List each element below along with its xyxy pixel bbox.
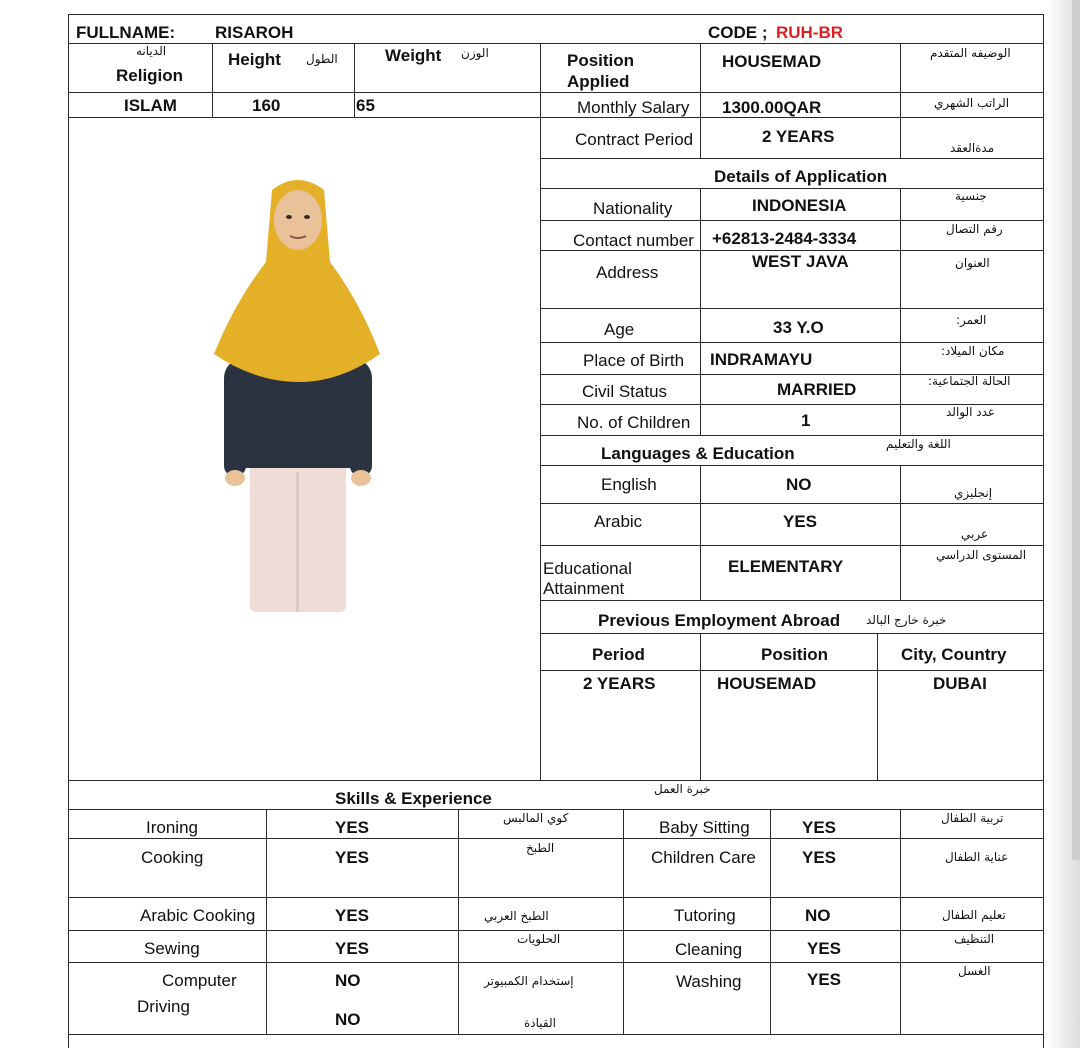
- rule: [540, 600, 1044, 601]
- rule: [68, 117, 1044, 118]
- fullname-label: FULLNAME:: [76, 23, 176, 42]
- salary-label: Monthly Salary: [577, 98, 690, 117]
- rule: [540, 158, 1044, 159]
- languages-arabic-title: اللغة والتعليم: [886, 437, 951, 451]
- rule: [700, 43, 701, 158]
- employment-title: Previous Employment Abroad: [598, 611, 841, 630]
- english-value: NO: [786, 475, 812, 494]
- rule: [68, 43, 1044, 44]
- children-arabic-label: عدد الوالد: [946, 405, 996, 419]
- rule: [68, 92, 1044, 93]
- rule: [770, 809, 771, 1034]
- nationality-arabic-label: جنسية: [955, 189, 987, 203]
- english-arabic-label: إنجليزي: [954, 486, 993, 500]
- height-arabic-label: الطول: [306, 52, 338, 66]
- skill-baby-sitting-arabic: تربية الطفال: [941, 811, 1004, 825]
- skill-arabic-cooking-arabic: الطبخ العربي: [484, 909, 549, 923]
- position-arabic-label: الوضيفه المتقدم: [930, 46, 1011, 60]
- skill-tutoring-value: NO: [805, 906, 831, 925]
- salary-value: 1300.00QAR: [722, 98, 822, 117]
- skill-computer-arabic: إستخدام الكمبيوتر: [484, 974, 574, 988]
- skill-ironing-value: YES: [335, 818, 370, 837]
- address-value: WEST JAVA: [752, 252, 849, 271]
- skill-ironing-arabic: كوي المالبس: [503, 811, 569, 825]
- position-value: HOUSEMAD: [722, 52, 822, 71]
- rule: [458, 809, 459, 1034]
- rule: [68, 809, 1044, 810]
- position-label: Position: [567, 51, 635, 70]
- rule: [540, 633, 1044, 634]
- skill-children-care-arabic: عناية الطفال: [945, 850, 1009, 864]
- employment-city: DUBAI: [933, 674, 987, 693]
- address-label: Address: [596, 263, 659, 282]
- contact-arabic-label: رقم التصال: [946, 222, 1003, 236]
- skills-arabic-title: خبرة العمل: [654, 782, 711, 796]
- page-scroll-shadow: [1072, 0, 1080, 860]
- rule: [540, 342, 1044, 343]
- applicant-photo-figure: [210, 172, 385, 612]
- skill-baby-sitting-label: Baby Sitting: [659, 818, 750, 837]
- arabic-label: Arabic: [594, 512, 643, 531]
- skill-children-care-value: YES: [802, 848, 837, 867]
- frame-top: [68, 14, 1044, 15]
- education-label: Educational: [543, 559, 632, 578]
- skill-cleaning-arabic: التنظيف: [954, 932, 995, 946]
- rule: [623, 809, 624, 1034]
- age-label: Age: [604, 320, 635, 339]
- age-arabic-label: العمر:: [956, 313, 987, 327]
- rule: [68, 838, 1044, 839]
- skill-sewing-label: Sewing: [144, 939, 200, 958]
- rule: [700, 465, 701, 600]
- birth-place-value: INDRAMAYU: [710, 350, 813, 369]
- rule: [700, 188, 701, 435]
- details-title: Details of Application: [714, 167, 888, 186]
- contract-value: 2 YEARS: [762, 127, 835, 146]
- education-arabic-label: المستوى الدراسي: [936, 548, 1027, 562]
- rule: [266, 809, 267, 1034]
- position-label-2: Applied: [567, 72, 630, 91]
- employment-period: 2 YEARS: [583, 674, 656, 693]
- skill-children-care-label: Children Care: [651, 848, 756, 867]
- frame-left: [68, 14, 69, 1048]
- rule: [68, 962, 1044, 963]
- address-arabic-label: العنوان: [955, 256, 990, 270]
- height-label: Height: [228, 50, 281, 69]
- religion-arabic-label: الديانه: [136, 44, 167, 58]
- contract-label: Contract Period: [575, 130, 694, 149]
- arabic-value: YES: [783, 512, 818, 531]
- rule: [68, 897, 1044, 898]
- rule: [540, 435, 1044, 436]
- skill-cooking-label: Cooking: [141, 848, 204, 867]
- skill-baby-sitting-value: YES: [802, 818, 837, 837]
- rule: [877, 633, 878, 780]
- skill-washing-value: YES: [807, 970, 842, 989]
- contact-label: Contact number: [573, 231, 694, 250]
- birth-place-label: Place of Birth: [583, 351, 685, 370]
- civil-status-arabic-label: الحالة الجتماعية:: [928, 374, 1011, 388]
- skills-title: Skills & Experience: [335, 789, 492, 808]
- age-value: 33 Y.O: [773, 318, 824, 337]
- skill-washing-label: Washing: [676, 972, 742, 991]
- rule: [212, 43, 213, 117]
- rule: [900, 43, 901, 158]
- weight-arabic-label: الوزن: [461, 46, 489, 60]
- employment-header-city: City, Country: [901, 645, 1007, 664]
- religion-label: Religion: [116, 66, 184, 85]
- religion-value: ISLAM: [124, 96, 177, 115]
- children-value: 1: [801, 411, 811, 430]
- birth-place-arabic-label: مكان الميلاد:: [941, 344, 1005, 358]
- skill-sewing-arabic: الحلويات: [517, 932, 561, 946]
- civil-status-value: MARRIED: [777, 380, 857, 399]
- salary-arabic-label: الراتب الشهري: [934, 96, 1010, 110]
- fullname-value: RISAROH: [215, 23, 294, 42]
- skill-driving-arabic: القيادة: [524, 1016, 556, 1030]
- skill-tutoring-label: Tutoring: [674, 906, 736, 925]
- rule: [900, 809, 901, 1034]
- education-label-2: Attainment: [543, 579, 625, 598]
- skill-cooking-arabic: الطبخ: [526, 841, 555, 855]
- rule: [540, 308, 1044, 309]
- skill-computer-label: Computer: [162, 971, 237, 990]
- skill-tutoring-arabic: تعليم الطفال: [942, 908, 1006, 922]
- skill-cleaning-label: Cleaning: [675, 940, 743, 959]
- contract-arabic-label: مدةالعقد: [950, 141, 995, 155]
- weight-label: Weight: [385, 46, 442, 65]
- code-value: RUH-BR: [776, 23, 844, 42]
- rule: [540, 670, 1044, 671]
- rule: [354, 43, 355, 117]
- rule: [540, 503, 1044, 504]
- education-value: ELEMENTARY: [728, 557, 844, 576]
- rule: [900, 465, 901, 600]
- skill-arabic-cooking-value: YES: [335, 906, 370, 925]
- employment-position: HOUSEMAD: [717, 674, 817, 693]
- skill-ironing-label: Ironing: [146, 818, 198, 837]
- applicant-photo: [210, 172, 385, 612]
- rule: [68, 930, 1044, 931]
- skill-washing-arabic: الغسل: [958, 964, 991, 978]
- nationality-value: INDONESIA: [752, 196, 847, 215]
- skill-sewing-value: YES: [335, 939, 370, 958]
- rule: [540, 545, 1044, 546]
- nationality-label: Nationality: [593, 199, 673, 218]
- code-label: CODE ;: [708, 23, 768, 42]
- employment-arabic-title: خبرة خارج البالد: [866, 613, 947, 627]
- contact-value: +62813-2484-3334: [712, 229, 857, 248]
- rule: [540, 465, 1044, 466]
- employment-header-period: Period: [592, 645, 645, 664]
- skill-arabic-cooking-label: Arabic Cooking: [140, 906, 256, 925]
- children-label: No. of Children: [577, 413, 691, 432]
- rule: [68, 1034, 1044, 1035]
- employment-header-position: Position: [761, 645, 829, 664]
- height-value: 160: [252, 96, 281, 115]
- frame-right: [1043, 14, 1044, 1048]
- rule: [68, 780, 1044, 781]
- english-label: English: [601, 475, 657, 494]
- arabic-arabic-label: عربي: [961, 527, 989, 541]
- languages-title: Languages & Education: [601, 444, 795, 463]
- rule: [700, 633, 701, 780]
- civil-status-label: Civil Status: [582, 382, 668, 401]
- skill-cooking-value: YES: [335, 848, 370, 867]
- skill-driving-value: NO: [335, 1010, 361, 1029]
- rule: [900, 188, 901, 435]
- skill-cleaning-value: YES: [807, 939, 842, 958]
- weight-value: 65: [356, 96, 375, 115]
- skill-driving-label: Driving: [137, 997, 190, 1016]
- rule: [540, 220, 1044, 221]
- skill-computer-value: NO: [335, 971, 361, 990]
